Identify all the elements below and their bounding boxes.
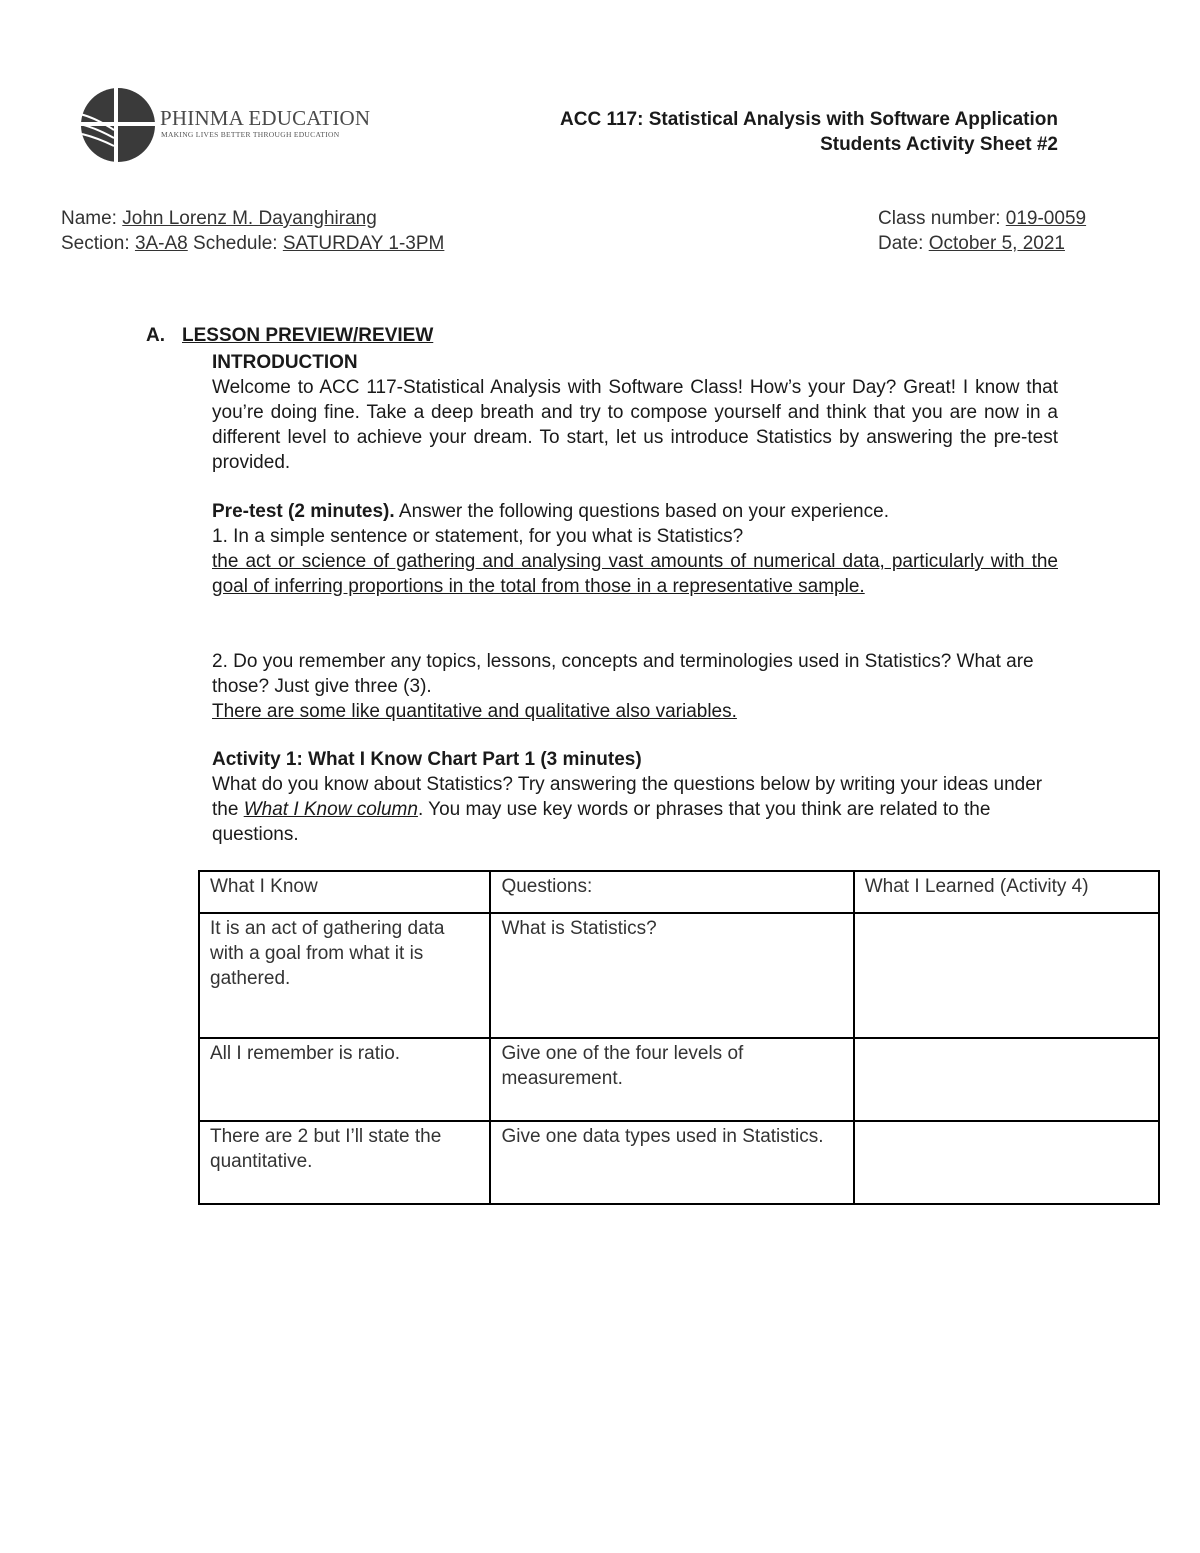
table-cell-question: Give one data types used in Statistics. [490, 1121, 853, 1204]
introduction-block [212, 350, 1058, 475]
table-cell-know: There are 2 but I’ll state the quantitative. [199, 1121, 490, 1204]
class-number-line [878, 206, 1086, 231]
section-line [61, 231, 444, 256]
activity-1-text-before: What do you know about Statistics? Try answering the questions below by writing your ideas under the [212, 774, 1043, 820]
student-section: 3A-A8 [134, 233, 188, 254]
date-line [878, 231, 1086, 256]
activity-1-block [212, 747, 1058, 847]
document-header [560, 107, 1058, 157]
answer-2: There are some like quantitative and qualitative also variables. [212, 701, 737, 722]
table-header-row [199, 871, 1159, 913]
logo-emblem-icon [76, 84, 156, 166]
schedule-label: Schedule: [193, 233, 278, 254]
student-info-right [878, 206, 1086, 256]
table-cell-know: All I remember is ratio. [199, 1038, 490, 1121]
logo-tagline: MAKING LIVES BETTER THROUGH EDUCATION [161, 130, 340, 139]
section-label: Section: [61, 233, 130, 254]
table-cell-question: Give one of the four levels of measurement. [490, 1038, 853, 1121]
student-schedule: SATURDAY 1-3PM [282, 233, 445, 254]
sheet-title: Students Activity Sheet #2 [820, 134, 1058, 155]
course-title: ACC 117: Statistical Analysis with Software Application [560, 109, 1058, 130]
table-row [199, 1038, 1159, 1121]
name-label: Name: [61, 208, 117, 229]
header-questions: Questions: [490, 871, 853, 913]
class-number-label: Class number: [878, 208, 1001, 229]
pretest-block [212, 499, 1058, 599]
table-cell-learned [854, 913, 1159, 1038]
phinma-logo [76, 84, 371, 166]
header-what-i-learned: What I Learned (Activity 4) [854, 871, 1159, 913]
question-1: 1. In a simple sentence or statement, for you what is Statistics? [212, 526, 744, 547]
table-cell-learned [854, 1038, 1159, 1121]
student-name: John Lorenz M. Dayanghirang [122, 208, 377, 229]
class-number: 019-0059 [1005, 208, 1087, 229]
activity-1-text [212, 772, 1058, 847]
intro-heading: INTRODUCTION [212, 352, 358, 373]
pretest-instruction: Answer the following questions based on your experience. [398, 501, 889, 522]
pretest-intro [212, 499, 1058, 524]
activity-1-heading: Activity 1: What I Know Chart Part 1 (3 minutes) [212, 749, 642, 770]
table-cell-question: What is Statistics? [490, 913, 853, 1038]
section-letter: A. [146, 325, 165, 346]
intro-text: Welcome to ACC 117-Statistical Analysis with Software Class! How’s your Day? Great! I know that you’re doing fine. Take a deep breath and try to compose yourself and think that you are now in a different level to achieve your dream. To start, let us introduce Statistics by answering the pre-test provided. [212, 377, 1058, 473]
table-cell-know: It is an act of gathering data with a goal from what it is gathered. [199, 913, 490, 1038]
name-line [61, 206, 444, 231]
question-2: 2. Do you remember any topics, lessons, concepts and terminologies used in Statistics? What are those? Just give three (3). [212, 651, 1034, 697]
table-row [199, 1121, 1159, 1204]
date-value: October 5, 2021 [928, 233, 1065, 254]
answer-1: the act or science of gathering and analysing vast amounts of numerical data, particularly with the goal of inferring proportions in the total from those in a representative sample. [212, 551, 1058, 597]
table-cell-learned [854, 1121, 1159, 1204]
activity-1-text-emphasis: What I Know column [243, 799, 418, 820]
activity-1-text-after: . You may use key words or phrases that you think are related to the questions. [212, 799, 991, 845]
section-heading [146, 325, 433, 347]
date-label: Date: [878, 233, 924, 254]
what-i-know-table [198, 870, 1160, 1205]
student-info-left [61, 206, 444, 256]
logo-name: PHINMA EDUCATION [160, 106, 371, 130]
question-2-block [212, 649, 1058, 724]
header-what-i-know: What I Know [199, 871, 490, 913]
section-title: LESSON PREVIEW/REVIEW [182, 325, 434, 346]
pretest-heading: Pre-test (2 minutes). [212, 501, 395, 522]
table-row [199, 913, 1159, 1038]
